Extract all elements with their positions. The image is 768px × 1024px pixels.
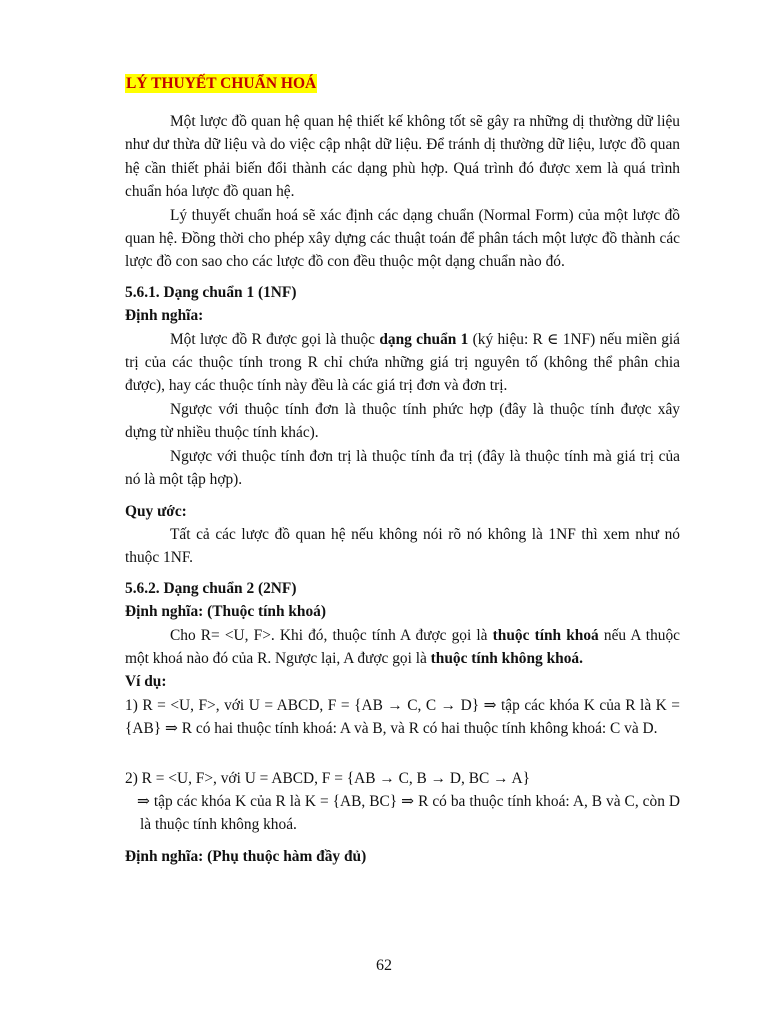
- page-number: 62: [376, 957, 392, 974]
- def-1nf-part-b: (ký hiệu: R ∈ 1NF) nếu miền giá trị của các thuộc tính trong R chỉ chứa những giá trị nguyên tố (không thể phân chia được), hay các thuộc tính này đều là các giá trị đơn và đơn trị.: [125, 330, 681, 395]
- intro-paragraph-1: Một lược đồ quan hệ quan hệ thiết kế không tốt sẽ gây ra những dị thường dữ liệu như dư thừa dữ liệu và do việc cập nhật dữ liệu. Để tránh dị thường dữ liệu, lược đồ quan hệ cần thiết phải biến đổi thành các dạng phù hợp. Quá trình đó được xem là quá trình chuẩn hóa lược đồ quan hệ.: [125, 113, 680, 201]
- composite-attribute-paragraph: Ngược với thuộc tính đơn là thuộc tính phức hợp (đây là thuộc tính được xây dựng từ nhiều thuộc tính khác).: [125, 400, 680, 442]
- multivalued-attribute-paragraph: Ngược với thuộc tính đơn trị là thuộc tính đa trị (đây là thuộc tính mà giá trị của nó là một tập hợp).: [125, 447, 680, 489]
- def-key-part-b: nếu A thuộc một khoá nào đó của R. Ngược lại, A được gọi là: [125, 626, 680, 667]
- page-content: [125, 72, 680, 868]
- convention-label: Quy ước:: [125, 502, 187, 520]
- definition-label-1nf: Định nghĩa:: [125, 307, 204, 325]
- def-1nf-part-a: Một lược đồ R được gọi là thuộc: [170, 330, 380, 348]
- example-1: 1) R = <U, F>, với U = ABCD, F = {AB → C, C → D} ⇒ tập các khóa K của R là K = {AB} ⇒ R có hai thuộc tính khoá: A và B, và R có hai thuộc tính không khoá: C và D.: [125, 696, 680, 738]
- definition-key-attribute-text: [125, 624, 680, 671]
- definition-label-key-attribute: Định nghĩa: (Thuộc tính khoá): [125, 603, 327, 621]
- section-5-6-1-heading: 5.6.1. Dạng chuẩn 1 (1NF): [125, 283, 297, 301]
- example-2-line-1: 2) R = <U, F>, với U = ABCD, F = {AB → C, B → D, BC → A}: [125, 769, 530, 787]
- convention-text: Tất cả các lược đồ quan hệ nếu không nói rõ nó không là 1NF thì xem như nó thuộc 1NF.: [125, 525, 680, 567]
- def-key-bold-term-1: thuộc tính khoá: [492, 626, 599, 644]
- example-2-line-2: [125, 790, 680, 837]
- example-label: Ví dụ:: [125, 673, 167, 691]
- definition-label-full-fd: Định nghĩa: (Phụ thuộc hàm đầy đủ): [125, 847, 367, 865]
- def-1nf-bold-term: dạng chuẩn 1: [379, 330, 469, 348]
- section-5-6-2-heading: 5.6.2. Dạng chuẩn 2 (2NF): [125, 579, 297, 597]
- definition-1nf-text: [125, 328, 680, 398]
- intro-paragraph-2: Lý thuyết chuẩn hoá sẽ xác định các dạng chuẩn (Normal Form) của một lược đồ quan hệ. Đồng thời cho phép xây dựng các thuật toán để phân tách một lược đồ thành các lược đồ con sao cho các lược đồ con đều thuộc một dạng chuẩn nào đó.: [125, 206, 680, 271]
- def-key-part-a: Cho R= <U, F>. Khi đó, thuộc tính A được gọi là: [170, 626, 493, 644]
- page-title: LÝ THUYẾT CHUẨN HOÁ: [126, 75, 317, 92]
- example-2-continuation: ⇒ tập các khóa K của R là K = {AB, BC} ⇒ R có ba thuộc tính khoá: A, B và C, còn D là thuộc tính không khoá.: [136, 792, 680, 834]
- title-block: [125, 72, 680, 96]
- def-key-bold-term-2: thuộc tính không khoá.: [430, 649, 583, 667]
